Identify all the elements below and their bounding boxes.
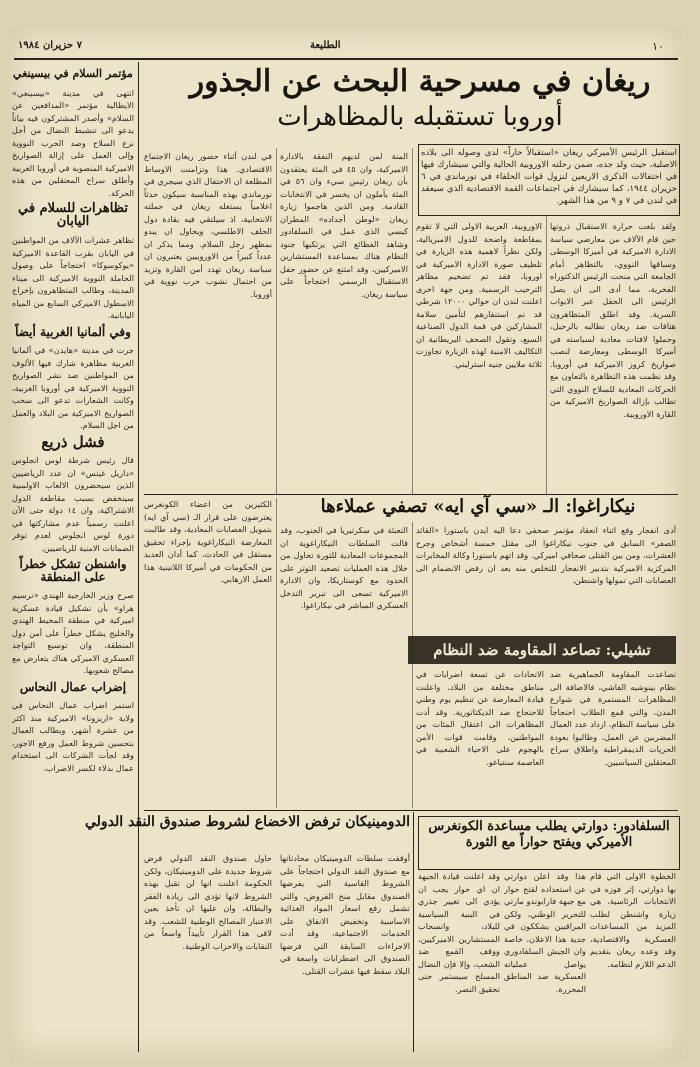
lead-col4: في لندن أثناء حضور ريغان الاجتماع الاقتصادي. هذا وتزامنت الاوساط المطلعة ان الاحتفال الذي سيجري في نورماندي بهذه المناسبة سيكون حدثاً اعلامياً يستغله ريغان في حملته الانتخابية، اذ سيلتقي فيه بقادة دول الحلف الاطلسي، ويحاول ان يبدو بمظهر رجل السلام. ومما يذكر ان عدداً كبيراً من الاوروبيين يعتبرون ان سياسة ريغان تهدد أمن القارة وتزيد من احتمال نشوب حرب نووية في أوروبا. bbox=[144, 151, 272, 299]
lead-intro-box bbox=[418, 144, 680, 216]
column-rule-2 bbox=[412, 148, 413, 494]
salvador-col1: الخطوة الاولى التي قام بها دوارتي، إثر فوزه في الانتخابات الرئاسية، هي زيارة واشنطن لطلب المزيد من المساعدات العسكرية والاقتصادية، وقد وعده ريغان بتقديم الدعم اللازم لنظامه. bbox=[590, 871, 676, 969]
side-item2-text: تظاهر عشرات الآلاف من المواطنين في اليابان بقرب القاعدة الاميركية «يوكوسوكا» احتجاجاً على وصول الحاملة النووية الاميركية الى ميناء المدينة، وطالب المتظاهرون بإخراج الاسطول الاميركي السابع من المياه اليابانية. bbox=[12, 235, 134, 320]
nicaragua-col3: الكثيرين من اعضاء الكونغرس يعترضون على قرار الـ (سي آي ايه) بتمويل العصابات المعادية، وقد طالبت المعارضة النيكاراغوية بإجراء تحقيق مستقل في الحادث، كما أدان العديد من الحكومات في أميركا اللاتينية هذا العمل الارهابي. bbox=[144, 499, 272, 584]
newspaper-page bbox=[10, 28, 682, 1058]
chile-col2: تصاعدت المقاومة الجماهيرية ضد نظام بينوشيه الفاشي، فالاضافة الى المظاهرات المستمرة في شوارع المدن، والتي قمع الطلاب احتجاجاً على سياسة النظام، ازداد عدد العمال المضربين عن العمل، وطالبوا بعودة الحريات الديمقراطية واطلاق سراح المعتقلين السياسيين. bbox=[550, 669, 676, 767]
side-column-divider bbox=[138, 62, 139, 1052]
page-header bbox=[10, 34, 682, 56]
side-item5-text: صرح وزير الخارجية الهندي «نرسيم هراو» بأن تشكيل قيادة عسكرية اميركية في منطقة المحيط الهندي والخليج يشكل خطراً على أمن دول المنطقة، وان توسيع التواجد العسكري الاميركي هناك يتعارض مع مصالح شعوبها. bbox=[12, 590, 134, 675]
side-item4-text: قال رئيس شرطة لوس انجلوس «داريل غيتس» ان عدد الرياضيين الذين سيحضرون الالعاب الاولمبية سينخفض بسبب مقاطعة الدول الاشتراكية، وان ١٤ دولة حتى الآن اعلنت رسمياً عدم مشاركتها في دورة لوس انجلوس لعدم توفر الضمانات الامنية للرياضيين. bbox=[12, 455, 134, 553]
side-item6-title: إضراب عمال النحاس bbox=[19, 679, 127, 694]
page-number: ١٠ bbox=[652, 40, 664, 53]
lead-headline: ريغان في مسرحية البحث عن الجذور bbox=[189, 64, 651, 99]
lead-intro: استقبل الرئيس الأميركي ريغان «استقبالاً حاراً» لدى وصوله الى بلاده الاصلية، حيث ولد جده، ضمن رحلته الاوروبية الحالية والتي سيشارك فيها في احتفالات الذكرى الاربعين لنزول قوات الحلفاء في نورماندي في ٦ حزيران ١٩٤٤، كما سيشارك في اجتماعات القمة الاقتصادية الذي سيعقد في لندن في ٧ و ٩ من هذا الشهر. bbox=[421, 148, 677, 206]
side-item3-text: جرت في مدينة «هايدن» في ألمانيا الغربية مظاهرة شارك فيها الألوف من المواطنين ضد نشر الصواريخ النووية الاميركية في أوروبا الغربية، وكانت الشعارات تدعو الى سحب الصواريخ الاميركية من البلاد والعمل من اجل السلام. bbox=[12, 345, 134, 430]
bottom-divider bbox=[413, 812, 414, 1052]
column-rule-4 bbox=[276, 498, 277, 808]
salvador-col2: هذا وقد اعلن دوارتي عن استعداده لفتح حوار مع جبهة فارابوندو مارتي للتحرير الوطني، ولكن المراقبين يشككون في جدية هذا الاعلان، خاصة وان الجيش السلفادوري يواصل عملياته العسكرية ضد المناطق المحررة. bbox=[504, 871, 586, 994]
dominican-headline-line1: الدومينيكان ترفض الاخضاع لشروط صندوق النقد الدولي bbox=[85, 814, 410, 830]
column-rule-1 bbox=[276, 148, 277, 494]
middle-rule bbox=[144, 810, 678, 811]
side-item5-title: واشنطن تشكل خطراً على المنطقة bbox=[19, 557, 127, 584]
chile-col1: الاتحادات عن تسعة اضرابات في مناطق مختلفة من البلاد، واعلنت قيادة المعارضة عن تنظيم يوم وطني للاحتجاج ضد الديكتاتورية. وقد أدت المظاهرات الى اعتقال المئات من المواطنين، وقامت قوات الأمن بالهجوم على الاحياء الشعبية في العاصمة سنتياغو. bbox=[416, 669, 544, 767]
side-column bbox=[12, 64, 134, 1054]
salvador-headline: السلفادور: دوارتي يطلب مساعدة الكونغرس الأميركي ويفتح حواراً مع الثورة bbox=[418, 816, 680, 870]
paper-name: الطليعة bbox=[310, 40, 341, 51]
lead-col2: الاوروبية، العربية الاولى التي لا تقوم بمقاطعة واضحة للدول الامبريالية، ولكن نظراً لاهمية هذه الزيارة في تلطيف صورة الادارة الاميركية في اوروبا، فقد تم تضخيم مظاهر الترحيب الرسمية. ومن جهة اخرى اعلنت لندن ان حوالي ١٢٠٠٠ شرطي قد تم استنفارهم لتأمين سلامة المشاركين في قمة الدول الصناعية السبع، وتقول الصحف البريطانية ان التكاليف الامنية لهذه الزيارة تجاوزت ثلاثة ملايين جنيه استرليني. bbox=[416, 221, 542, 369]
side-item6-text: استمر اضراب عمال النحاس في ولاية «اريزونا» الاميركية منذ اكثر من عشرة أشهر، ويطالب العمال بتحسين شروط العمل ورفع الاجور، وقد لجأت الشركات الى استخدام عمال بدلاء لكسر الاضراب. bbox=[12, 700, 134, 773]
salvador-col3: وقد اعلنت قيادة الجبهة ان اي حوار يجب ان يؤدي الى تغيير جذري في البنية السياسية للبلاد، وانسحاب المستشارين الاميركيين، ووقف القمع ضد الشعب، وإلا فإن النضال المسلح سيستمر حتى تحقيق النصر. bbox=[418, 871, 500, 994]
side-item3-title: وفي ألمانيا الغربية أيضاً bbox=[15, 324, 131, 339]
side-item4-title: فشل ذريع bbox=[41, 432, 105, 451]
side-item1-text: انتهى في مدينة «بيسينغي» الايطالية مؤتمر «المدافعين عن السلام» وأصدر المشتركون فيه بياناً يدعو الى تنشيط النضال من أجل نزع السلاح وضد الحرب النووية وإلى العمل على إزالة الصواريخ الاميركية المنصوبة في أوروبا الغربية وأطلق سراح المعتقلين من هذه الحركة. bbox=[12, 87, 134, 198]
issue-date: ٧ حزيران ١٩٨٤ bbox=[18, 40, 82, 51]
dominican-col2: حاول صندوق النقد الدولي فرض شروط جديدة على الدومينيكان، ولكن الحكومة اعلنت انها لن تقبل بهذه الشروط لانها تؤدي الى زيادة الفقر والبطالة، وان عليها ان تأخذ بعين الاعتبار المصالح الوطنية للشعب. وقد لاقى هذا القرار تأييداً واسعاً من النقابات والاحزاب الوطنية. bbox=[144, 853, 272, 951]
header-rule bbox=[14, 58, 678, 60]
lead-subheadline: أوروبا تستقبله بالمظاهرات bbox=[277, 102, 563, 132]
lead-col3: المنة لمن لديهم النفقة بالادارة الاميركية، وان ٤٥ في المئة يعتقدون بأن ريغان رئيس سيء وان ٥٦ في المئة يأملون ان يخسر في الانتخابات القادمة. ومن الذين هاجموا زيارة ريغان «لوطن أجداده» المطران كيسي الذي عمل في السلفادور وشاهد الفظائع التي يرتكبها جنود النظام هناك بمساعدة المستشارين الاميركيين، وقد امتنع عن حضور حفل الاستقبال الرسمي احتجاجاً على سياسة ريغان. bbox=[280, 151, 408, 299]
side-item1-title: مؤتمر السلام في بيسينغي bbox=[13, 67, 133, 80]
nicaragua-col2: التعبئة في سكرتيريا في الجنوب، وقد قالت السلطات النيكاراغوية ان المجموعات المعادية للثورة تحاول من خلال هذه العمليات تصعيد التوتر على الحدود مع كوستاريكا، وان الادارة الاميركية تسعى الى تبرير التدخل العسكري المباشر في نيكاراغوا. bbox=[280, 525, 408, 610]
column-rule-3 bbox=[546, 216, 547, 494]
side-item2-title: تظاهرات للسلام في اليابان bbox=[18, 201, 128, 229]
lead-bottom-rule bbox=[144, 494, 678, 495]
chile-headline: تشيلي: تصاعد المقاومة ضد النظام bbox=[408, 636, 676, 664]
dominican-col1: أوقفت سلطات الدومينيكان محادثاتها مع صندوق النقد الدولي احتجاجاً على الشروط القاسية التي يفرضها الصندوق مقابل منح القروض، والتي تشمل رفع اسعار المواد الغذائية الاساسية وتخفيض الانفاق على الخدمات الاجتماعية، وقد أدت الاجراءات السابقة التي فرضها الصندوق الى اضطرابات واسعة في البلاد سقط فيها عشرات القتلى. bbox=[280, 853, 410, 976]
lead-col1: ولقد بلغت حرارة الاستقبال ذروتها حين قام الآلاف من معارضي سياسة الادارة الاميركية في أميركا الوسطى وسباقها النووي، بالتظاهر أمام الجامعة التي منحت الرئيس الدكتوراه الفخرية، مما أدى الى ان يصل الرئيس الى الحفل عبر الابواب السرية. وقد اطلق المتظاهرون هتافات ضد ريغان تطالبه بالرحيل، وحملوا لافتات معادية لسياسته في أميركا الوسطى ومعارضة لنصب صواريخ كروز الاميركية في أوروبا. وقد نظمت هذه التظاهرة بالتعاون مع الحركات المعادية للسلاح النووي التي تطالب بإزالة الصواريخ الاميركية من القارة الاوروبية. bbox=[550, 221, 676, 419]
column-rule-5 bbox=[412, 522, 413, 808]
nicaragua-headline: نيكاراغوا: الـ «سي آي ايه» تصفي عملاءها bbox=[320, 496, 636, 517]
nicaragua-col1: أدى انفجار وقع اثناء انعقاد مؤتمر صحفي دعا اليه ايدن باستورا «القائد الصفر» السابق في جنوب نيكاراغوا الى مقتل خمسة أشخاص وجرح العشرات، ومن بين القتلى صحافي اميركي. وقد اتهم باستورا وكالة المخابرات المركزية الاميركية بتدبير الانفجار للتخلص منه بعد ان رفض الانضمام الى العصابات التي تمولها واشنطن. bbox=[416, 525, 676, 585]
